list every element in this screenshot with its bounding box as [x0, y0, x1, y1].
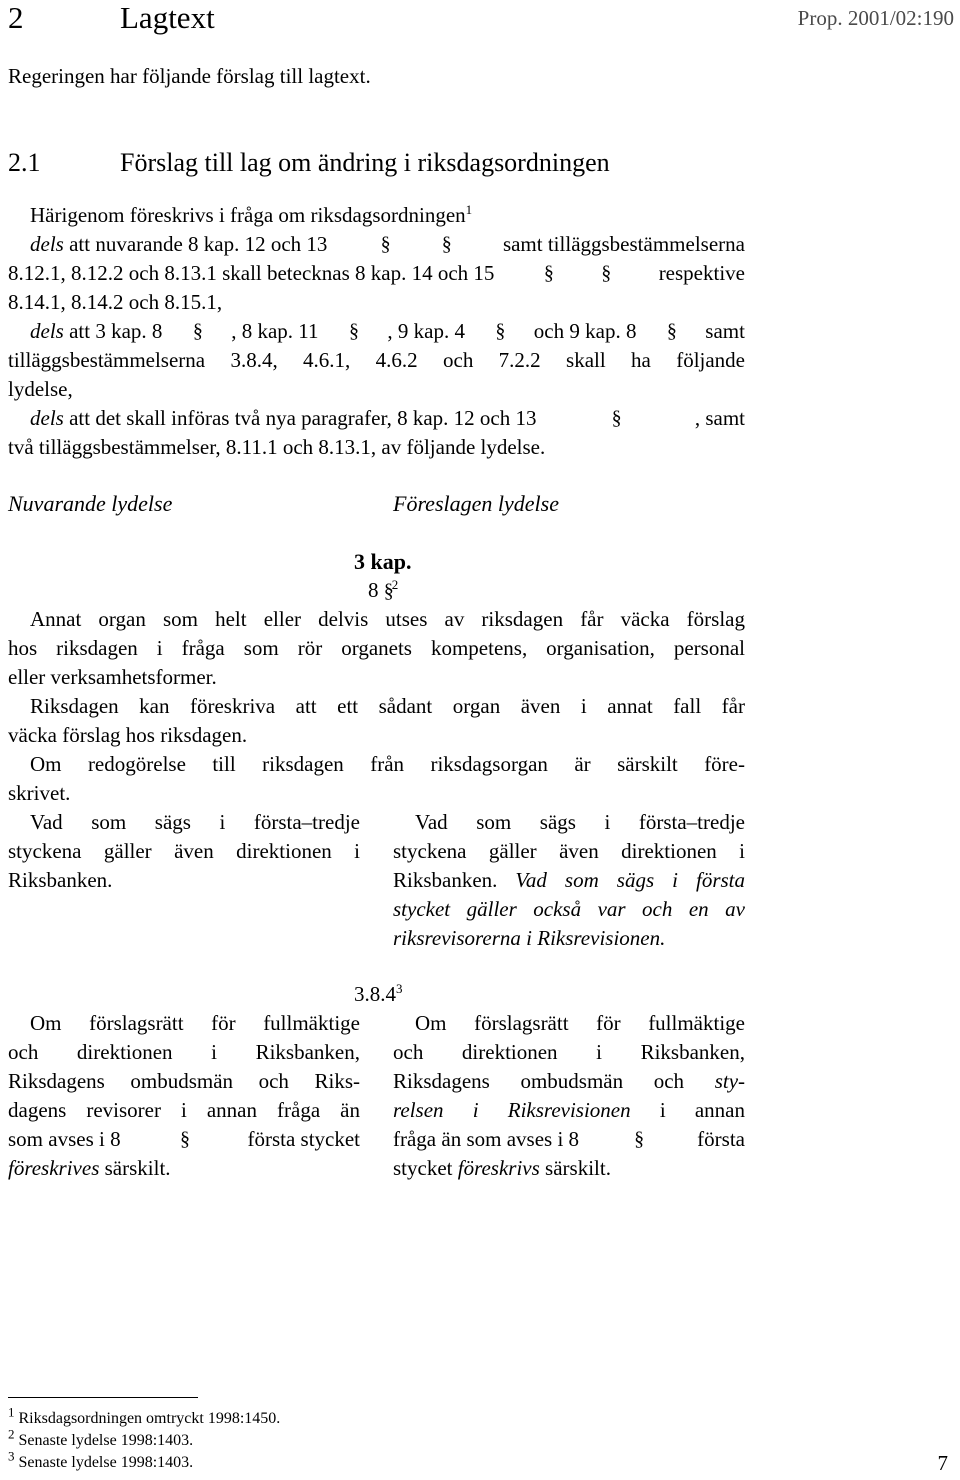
section-sign-icon: § — [192, 320, 201, 342]
footnote-number: 1 — [8, 1404, 15, 1420]
footnote-ref-3: 3 — [396, 981, 403, 996]
right-line: första — [697, 1127, 745, 1151]
full-width-text — [8, 605, 745, 808]
footnote-ref-2: 2 — [391, 577, 399, 592]
left-line: och direktionen i Riksbanken, — [8, 1040, 360, 1064]
section-sign-icon: § — [180, 1128, 189, 1150]
left-line: Riksdagens ombudsmän och Riks- — [8, 1069, 360, 1093]
right-line-plain: Riksbanken. — [393, 868, 498, 892]
left-line: första stycket — [247, 1127, 360, 1151]
left-column-header: Nuvarande lydelse — [8, 491, 173, 516]
dels-label: dels — [30, 319, 64, 343]
footnote-rule — [8, 1397, 198, 1398]
preamble-line5-part: och 9 kap. 8 — [533, 319, 637, 343]
preamble-line9: två tilläggsbestämmelser, 8.11.1 och 8.13.1, av följande lydelse. — [8, 435, 546, 459]
section-sign-icon: § — [634, 1128, 643, 1150]
chapter-title: Lagtext — [120, 0, 215, 35]
p2-line: väcka förslag hos riksdagen. — [8, 723, 248, 747]
preamble-line8-tail: , samt — [694, 406, 745, 430]
prop-reference: Prop. 2001/02:190 — [797, 6, 954, 30]
left-line: som avses i 8 — [8, 1127, 121, 1151]
page-number: 7 — [937, 1451, 948, 1475]
right-line-plain: stycket — [393, 1156, 453, 1180]
right-column-p8 — [393, 808, 745, 953]
right-line: styckena gäller även direktionen i — [393, 839, 745, 863]
right-line-italic: relsen i Riksrevisionen — [393, 1098, 631, 1122]
preamble-line8: att det skall införas två nya paragrafer, 8 kap. 12 och 13 — [69, 406, 537, 430]
right-line-plain: särskilt. — [545, 1156, 611, 1180]
preamble-line3-tail: respektive — [658, 261, 745, 285]
paragraph-label-8 — [368, 576, 398, 606]
section-sign-icon: § — [348, 320, 357, 342]
paragraph-label-3-8-4 — [354, 980, 403, 1009]
section-sign-icon: § — [380, 233, 389, 255]
right-line: Vad som sägs i första–tredje — [415, 810, 745, 834]
p2-line: Riksdagen kan föreskriva att ett sådant organ även i annat fall får — [30, 694, 745, 718]
preamble-line6: tilläggsbestämmelserna 3.8.4, 4.6.1, 4.6.2 och 7.2.2 skall ha följande — [8, 348, 745, 372]
section-sign-icon: § — [495, 320, 504, 342]
right-line-italic: föreskrivs — [457, 1156, 540, 1180]
section-sign-icon: § — [611, 407, 620, 429]
right-line: fråga än som avses i 8 — [393, 1127, 580, 1151]
left-line-plain: särskilt. — [104, 1156, 171, 1180]
right-line-plain: i annan — [659, 1098, 745, 1122]
preamble-line2: att nuvarande 8 kap. 12 och 13 — [69, 232, 328, 256]
preamble-line5-part: att 3 kap. 8 — [69, 319, 163, 343]
right-line-italic: sty- — [714, 1069, 746, 1093]
preamble — [8, 201, 745, 462]
left-column-p8 — [8, 808, 360, 895]
left-column-3-8-4 — [8, 1009, 360, 1183]
p3-line: Om redogörelse till riksdagen från riksdagsorgan är särskilt före- — [30, 752, 745, 776]
footnotes — [8, 1404, 281, 1474]
paragraph-number: 3.8.4 — [354, 982, 396, 1006]
section-sign-icon: § — [543, 262, 552, 284]
left-line: Riksbanken. — [8, 868, 113, 892]
p3-line: skrivet. — [8, 781, 71, 805]
footnote-text: Senaste lydelse 1998:1403. — [18, 1454, 194, 1471]
footnote-1 — [8, 1404, 281, 1430]
footnote-2 — [8, 1426, 280, 1452]
section-sign-icon: § — [666, 320, 675, 342]
dels-label: dels — [30, 406, 64, 430]
section-sign-icon: § — [601, 262, 610, 284]
footnote-text: Senaste lydelse 1998:1403. — [18, 1432, 194, 1449]
right-line-italic: stycket gäller också var och en av — [393, 897, 745, 921]
right-column-3-8-4 — [393, 1009, 745, 1183]
dels-label: dels — [30, 232, 64, 256]
footnote-text: Riksdagsordningen omtryckt 1998:1450. — [18, 1410, 281, 1427]
p1-line: hos riksdagen i fråga som rör organets kompetens, organisation, personal — [8, 636, 745, 660]
preamble-line5-part: , 8 kap. 11 — [231, 319, 319, 343]
section-number: 2.1 — [8, 148, 41, 177]
preamble-line5-part: samt — [705, 319, 745, 343]
left-line: styckena gäller även direktionen i — [8, 839, 360, 863]
preamble-line2-tail: samt tilläggsbestämmelserna — [502, 232, 745, 256]
right-line-plain: Riksdagens ombudsmän och — [393, 1069, 685, 1093]
right-column-header: Föreslagen lydelse — [393, 491, 559, 516]
left-line-italic: föreskrives — [8, 1156, 100, 1180]
footnote-number: 3 — [8, 1448, 15, 1464]
section-title: Förslag till lag om ändring i riksdagsordningen — [120, 148, 610, 177]
preamble-line7: lydelse, — [8, 377, 73, 401]
right-line-italic: riksrevisorerna i Riksrevisionen. — [393, 926, 666, 950]
preamble-line3: 8.12.1, 8.12.2 och 8.13.1 skall betecknas 8 kap. 14 och 15 — [8, 261, 495, 285]
right-line: Om förslagsrätt för fullmäktige — [415, 1011, 745, 1035]
left-line: Vad som sägs i första–tredje — [30, 810, 360, 834]
right-line: och direktionen i Riksbanken, — [393, 1040, 745, 1064]
p1-line: Annat organ som helt eller delvis utses av riksdagen får väcka förslag — [30, 607, 745, 631]
p1-line: eller verksamhetsformer. — [8, 665, 217, 689]
preamble-line1: Härigenom föreskrivs i fråga om riksdagsordningen — [30, 203, 466, 227]
preamble-line5-part: , 9 kap. 4 — [387, 319, 465, 343]
section-sign-icon: § — [441, 233, 450, 255]
right-line-italic: Vad som sägs i första — [515, 868, 746, 892]
left-line: dagens revisorer i annan fråga än — [8, 1098, 360, 1122]
footnote-3 — [8, 1448, 280, 1474]
left-line: Om förslagsrätt för fullmäktige — [30, 1011, 360, 1035]
footnote-number: 2 — [8, 1426, 15, 1442]
preamble-line4: 8.14.1, 8.14.2 och 8.15.1, — [8, 290, 223, 314]
intro-text: Regeringen har följande förslag till lagtext. — [8, 64, 371, 88]
chapter-label: 3 kap. — [354, 549, 412, 574]
paragraph-number: 8 — [368, 578, 379, 602]
footnote-ref-1: 1 — [465, 202, 473, 217]
section-sign-icon: § — [383, 580, 392, 602]
chapter-number: 2 — [8, 0, 24, 35]
